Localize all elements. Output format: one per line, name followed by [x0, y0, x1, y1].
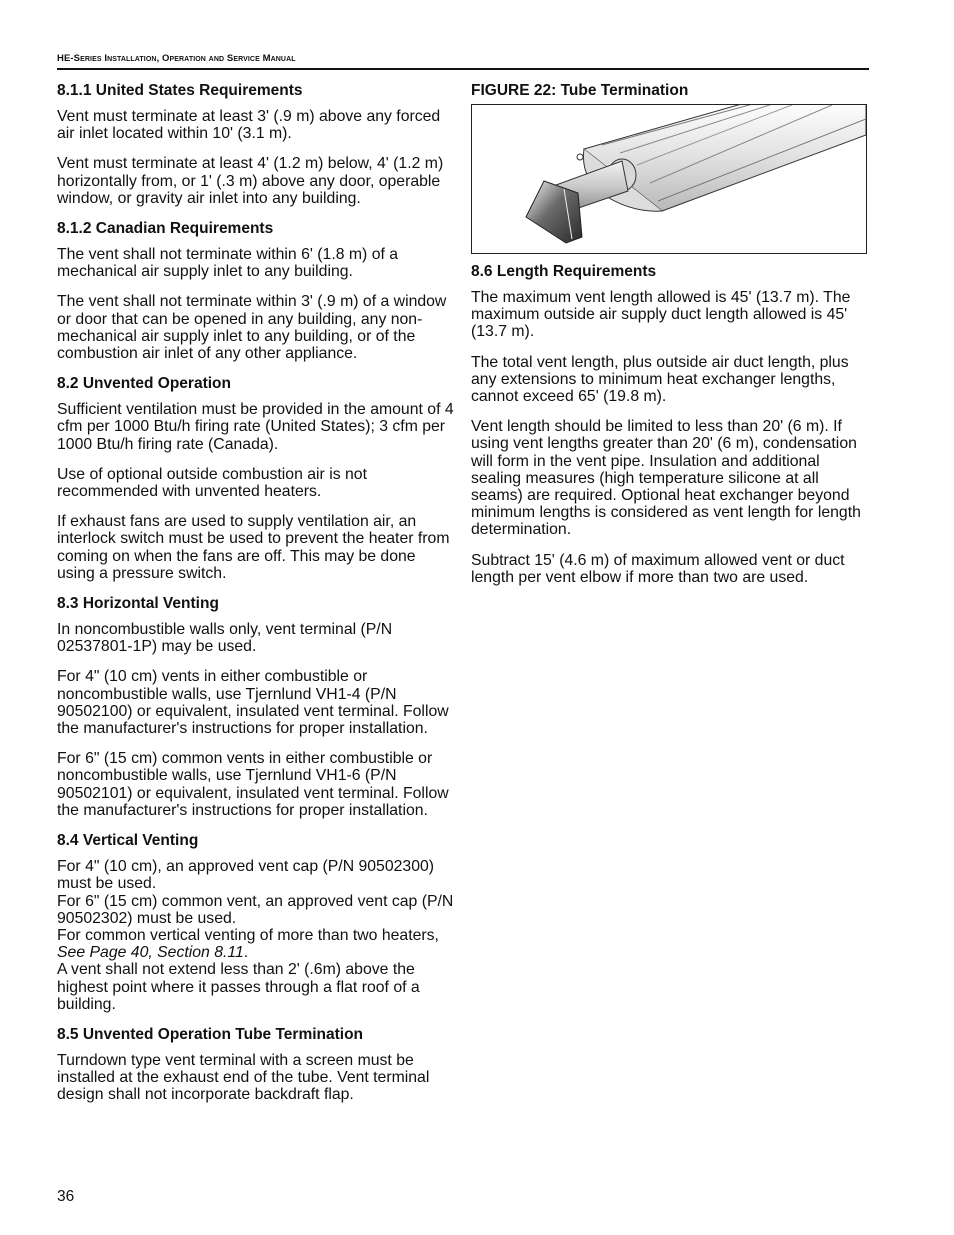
- section-8-6-paragraph-1: The maximum vent length allowed is 45' (13.7 m). The maximum outside air supply duct length allowed is 45' (13.7 m).: [471, 289, 851, 341]
- section-8-2-paragraph-3: If exhaust fans are used to supply ventilation air, an interlock switch must be used to prevent the heater from coming on when the fans are off. This may be done using a pressure switch.: [57, 513, 450, 582]
- section-8-6-paragraph-4: Subtract 15' (4.6 m) of maximum allowed vent or duct length per vent elbow if more than two are used.: [471, 551, 845, 586]
- tube-termination-illustration: [472, 105, 866, 253]
- section-8-3-paragraph-3: For 6" (15 cm) common vents in either combustible or noncombustible walls, use Tjernlund VH1-6 (P/N 90502101) or equivalent, insulated vent terminal. Follow the manufacturer's instructions for proper installation.: [57, 750, 449, 819]
- reflector: [577, 105, 866, 211]
- section-8-1-2-paragraph-2: The vent shall not terminate within 3' (.9 m) of a window or door that can be opened in any building, any non-mechanical air supply inlet to any building, or of the combustion air inlet of any other appliance.: [57, 293, 447, 363]
- section-8-1-1-paragraph-2: Vent must terminate at least 4' (1.2 m) below, 4' (1.2 m) horizontally from, or 1' (.3 m) above any door, operable window, or gravity air inlet into any building.: [57, 155, 444, 207]
- right-column: [471, 82, 871, 599]
- section-8-1-2-heading: 8.1.2 Canadian Requirements: [57, 220, 274, 238]
- section-8-4-heading: 8.4 Vertical Venting: [57, 832, 199, 850]
- section-8-4-line-3-end: .: [243, 944, 249, 962]
- section-8-6-heading: 8.6 Length Requirements: [471, 263, 657, 280]
- section-8-2-paragraph-1: Sufficient ventilation must be provided in the amount of 4 cfm per 1000 Btu/h firing rate (United States); 3 cfm per 1000 Btu/h firing rate (Canada).: [57, 401, 454, 453]
- section-8-1-1-heading: 8.1.1 United States Requirements: [57, 82, 303, 99]
- figure-22-tube-termination: [471, 104, 867, 254]
- section-8-3-paragraph-1: In noncombustible walls only, vent terminal (P/N 02537801-1P) may be used.: [57, 621, 393, 656]
- section-8-5-paragraph-1: Turndown type vent terminal with a screen must be installed at the exhaust end of the tube. Vent terminal design shall not incorporate backdraft flap.: [57, 1051, 430, 1104]
- section-8-6-paragraph-2: The total vent length, plus outside air duct length, plus any extensions to minimum heat exchanger lengths, cannot exceed 65' (19.8 m).: [471, 353, 849, 406]
- section-8-1-1-paragraph-1: Vent must terminate at least 3' (.9 m) above any forced air inlet located within 10' (3.1 m).: [57, 108, 441, 143]
- section-8-4-line-3: For common vertical venting of more than two heaters,: [57, 926, 439, 944]
- section-8-3-heading: 8.3 Horizontal Venting: [57, 595, 219, 613]
- section-8-4-line-4: A vent shall not extend less than 2' (.6m) above the highest point where it passes through a flat roof of a building.: [57, 961, 420, 1013]
- figure-22-caption: FIGURE 22: Tube Termination: [471, 82, 689, 99]
- header-rule: [57, 68, 869, 70]
- section-8-6-paragraph-3: Vent length should be limited to less than 20' (6 m). If using vent lengths greater than 20' (6 m), condensation will form in the vent pipe. Insulation and additional sealing measures (high temperature silicone at all seams) are required. Optional heat exchanger beyond minimum lengths is considered as vent length for length determination.: [471, 418, 861, 539]
- section-8-4-line-2: For 6" (15 cm) common vent, an approved vent cap (P/N 90502302) must be used.: [57, 892, 454, 927]
- section-8-3-paragraph-2: For 4" (10 cm) vents in either combustible or noncombustible walls, use Tjernlund VH1-4 (P/N 90502100) or equivalent, insulated vent terminal. Follow the manufacturer's instructions for proper installation.: [57, 668, 449, 738]
- section-8-5-heading: 8.5 Unvented Operation Tube Termination: [57, 1025, 364, 1043]
- section-8-1-2-paragraph-1: The vent shall not terminate within 6' (1.8 m) of a mechanical air supply inlet to any building.: [57, 246, 399, 281]
- section-8-2-paragraph-2: Use of optional outside combustion air is not recommended with unvented heaters.: [57, 465, 367, 501]
- section-8-4-body: [57, 858, 457, 1013]
- page-number: 36: [57, 1188, 75, 1205]
- left-column: [57, 82, 457, 1117]
- section-8-4-line-1: For 4" (10 cm), an approved vent cap (P/N 90502300) must be used.: [57, 858, 435, 893]
- section-8-11-reference: See Page 40, Section 8.11: [57, 944, 244, 962]
- section-8-2-heading: 8.2 Unvented Operation: [57, 375, 231, 393]
- running-header: HE-Series Installation, Operation and Service Manual: [57, 53, 296, 64]
